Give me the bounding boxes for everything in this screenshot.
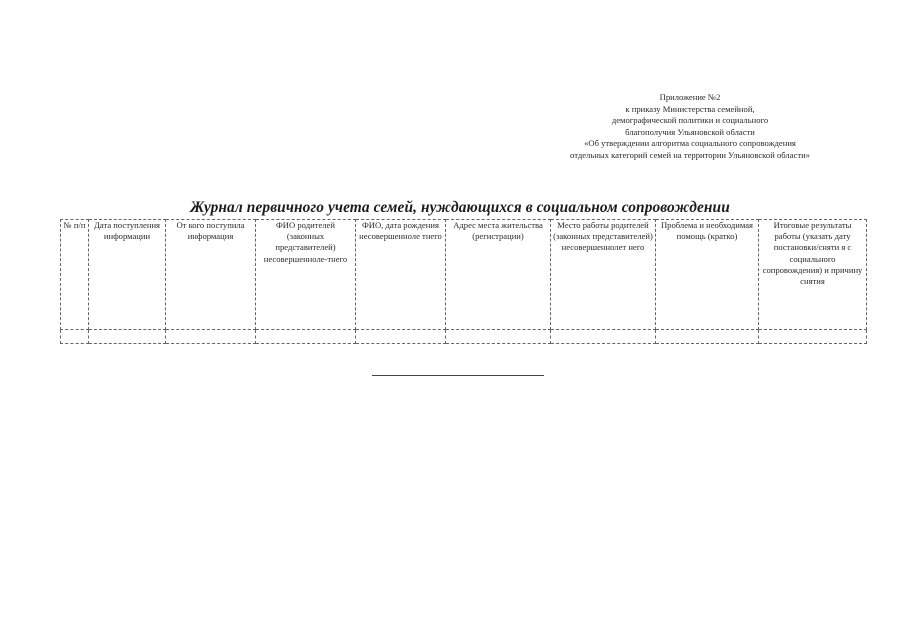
table-header-row <box>61 220 867 330</box>
column-header-source: От кого поступила информация <box>166 220 256 330</box>
appendix-line: отдельных категорий семей на территории Ульяновской области» <box>570 149 810 160</box>
signature-line <box>372 375 544 376</box>
appendix-line: благополучия Ульяновской области <box>625 126 755 137</box>
table-cell <box>656 330 759 344</box>
table-cell <box>166 330 256 344</box>
table-cell <box>356 330 446 344</box>
appendix-line: демографической политики и социального <box>611 115 769 126</box>
column-header-parents-name: ФИО родителей (законных представителей) несовершенноле-тнего <box>256 220 356 330</box>
journal-title: Журнал первичного учета семей, нуждающихся в социальном сопровождении <box>190 199 730 216</box>
appendix-line: «Об утверждении алгоритма социального сопровождения <box>584 138 796 149</box>
appendix-header <box>500 92 880 162</box>
table-cell <box>551 330 656 344</box>
column-header-parents-workplace: Место работы родителей (законных представителей) несовершеннолет него <box>551 220 656 330</box>
column-header-minor-name-dob: ФИО, дата рождения несовершенноле тнего <box>356 220 446 330</box>
column-header-results: Итоговые результаты работы (указать дату постановки/сняти я с социального сопровождения) и причину снятия <box>759 220 867 330</box>
column-header-date-received: Дата поступления информации <box>89 220 166 330</box>
table-cell <box>759 330 867 344</box>
appendix-line: к приказу Министерства семейной, <box>625 103 755 114</box>
table-cell <box>256 330 356 344</box>
table-cell <box>89 330 166 344</box>
column-header-address: Адрес места жительства (регистрации) <box>446 220 551 330</box>
table-cell <box>446 330 551 344</box>
journal-table <box>60 219 867 344</box>
column-header-number: № п/п <box>61 220 89 330</box>
appendix-line: Приложение №2 <box>659 92 721 102</box>
table-cell <box>61 330 89 344</box>
table-row <box>61 330 867 344</box>
column-header-problem-help: Проблема и необходимая помощь (кратко) <box>656 220 759 330</box>
